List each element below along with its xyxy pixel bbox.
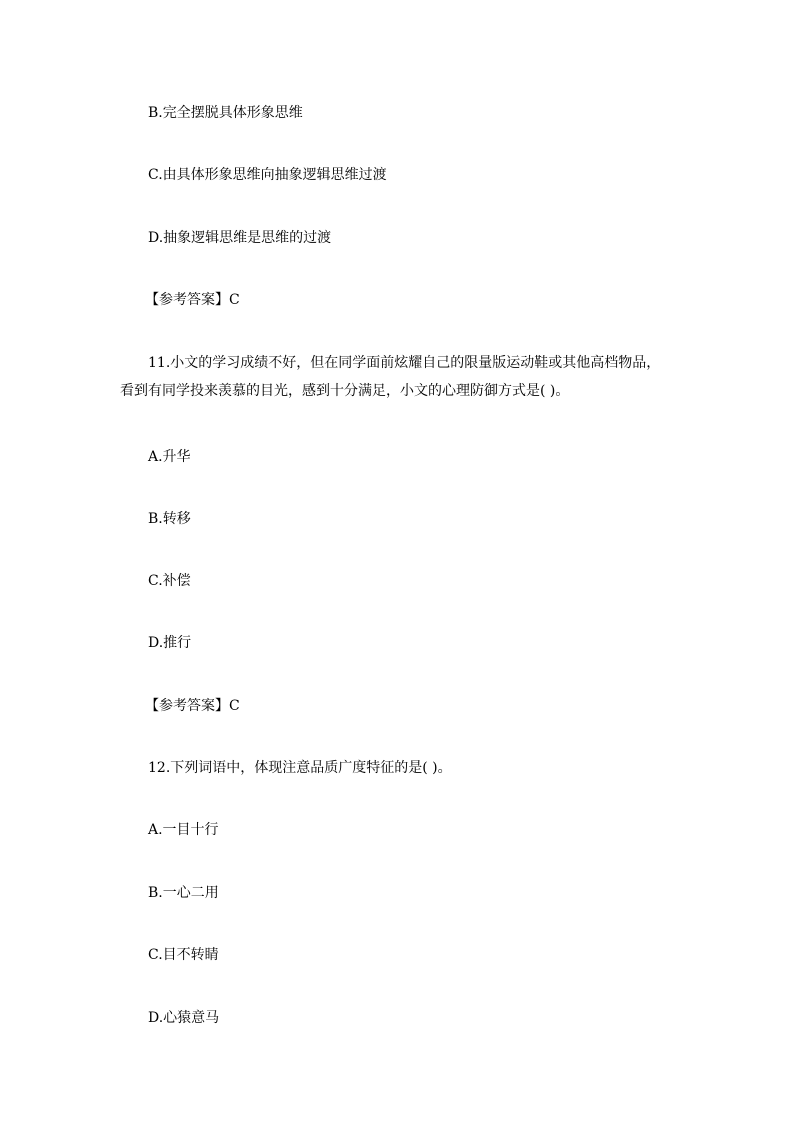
q12-option-b: B.一心二用: [148, 885, 219, 901]
q11-answer: 【参考答案】C: [145, 698, 240, 714]
q12-option-c: C.目不转睛: [148, 947, 219, 963]
q11-option-a: A.升华: [148, 449, 191, 465]
q12-option-d: D.心猿意马: [148, 1010, 220, 1026]
q10-option-d: D.抽象逻辑思维是思维的过渡: [148, 230, 332, 246]
q11-stem: 11.小文的学习成绩不好，但在同学面前炫耀自己的限量版运动鞋或其他高档物品，看到有同学投来羡慕的目光，感到十分满足，小文的心理防御方式是( )。: [120, 355, 661, 399]
q10-option-c: C.由具体形象思维向抽象逻辑思维过渡: [148, 167, 387, 183]
q11-option-b: B.转移: [148, 511, 191, 527]
q10-answer: 【参考答案】C: [145, 292, 240, 308]
q12-stem: 12.下列词语中，体现注意品质广度特征的是( )。: [148, 760, 452, 776]
q11-option-c: C.补偿: [148, 573, 191, 589]
q11-option-d: D.推行: [148, 635, 192, 651]
q10-option-b: B.完全摆脱具体形象思维: [148, 105, 303, 121]
q12-option-a: A.一目十行: [148, 822, 219, 838]
